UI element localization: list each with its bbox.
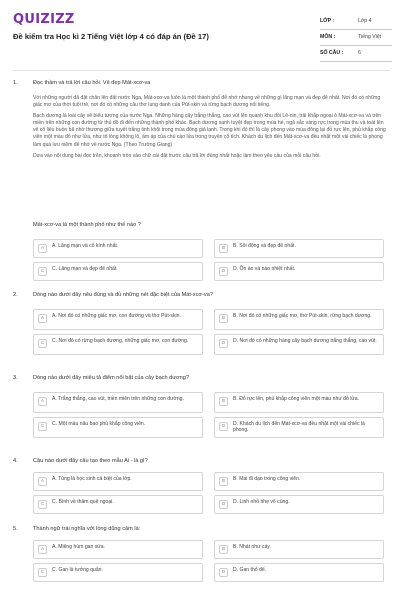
- meta-value: Lớp 4: [358, 18, 372, 24]
- answer-option-d[interactable]: [214, 563, 384, 582]
- option-letter: C: [38, 422, 47, 431]
- option-text: B. Đỏ rực lên, phủ khắp công viên một màu như đỏ lửa.: [233, 396, 360, 402]
- meta-value: Tiếng Việt: [358, 34, 382, 40]
- meta-row-grade: [320, 14, 392, 30]
- option-letter: A: [38, 545, 47, 554]
- passage-paragraph: Bạch dương là loài cây vẽ biểu tượng của nước Nga. Những hàng cây trắng thẳng, cao vút lên quanh khu đồi Lê-nin, trải khắp ngoại ô Mát-xcơ-va và trên miền trên những con đường từ thủ đô đi đến những thành phố khác. Bạch dương xanh tuyệt đẹp trong mùa hè, ngả sắc vàng rực trong mùa thu và toát lên vẻ cô liêu buồn bã nhờ thương giữa tuyết trắng tinh khôi trong mùa đông giá lạnh. Trong khi đó thì là cây phong vào mùa đông lại đỏ rực lên, phủ khắp công viên một màu đỏ như lửa, như tô lòng không lô, ấm áp của chú cào lửa trong truyện cổ tích. Khách du lịch đến Mát-xcơ-va đều nhật một vài chiếc lá phong làm quà lưu niệm để nhớ về nước Nga. (Theo Trường Giang): [33, 113, 386, 148]
- answer-option-c[interactable]: [33, 334, 203, 355]
- meta-key: MÔN :: [320, 34, 336, 40]
- answer-option-b[interactable]: [214, 309, 384, 330]
- option-letter: D: [219, 568, 228, 577]
- option-letter: A: [38, 397, 47, 406]
- option-text: D. Nơi đó có những hàng cây bạch dương trắng thẳng, cao vút.: [233, 338, 377, 344]
- passage-paragraph: Với những người đã đặt chân lên đất nước Nga, Mát-xcơ-va luôn là một thành phố để nhớ nhung về những gì lãng mạn và đẹp đẽ nhất. Nơi đó có những giấc mơ của thời tuổi trẻ, nơi đó có những câu thơ lung danh của Pút-skin và rừng bạch dương nổi tiếng.: [33, 95, 381, 109]
- answer-option-d[interactable]: [214, 417, 384, 438]
- answer-option-d[interactable]: [214, 262, 384, 281]
- option-text: C. Lãng mạn và đẹp đẽ nhất.: [52, 266, 118, 272]
- answer-option-a[interactable]: [33, 239, 203, 258]
- option-text: D. Khách du lịch đến Mát-xcơ-va đều nhặt một vài chiếc lá phong.: [233, 421, 365, 434]
- option-text: B. Mai đi dạo trong công viên.: [233, 476, 301, 482]
- question-prompt: Thành ngữ trái nghĩa với lòng dũng cảm là:: [33, 526, 141, 532]
- meta-row-count: [320, 46, 392, 62]
- option-text: A. Nơi đó có những giấc mơ, con đường và thơ Pút-skin.: [52, 313, 181, 319]
- option-letter: B: [219, 314, 228, 323]
- option-letter: D: [219, 422, 228, 431]
- answer-option-c[interactable]: [33, 495, 203, 514]
- header-divider: [13, 70, 390, 71]
- question-number: 2.: [13, 292, 18, 298]
- option-text: A. Tùng là học sinh cá biệt của lớp.: [52, 476, 132, 482]
- answer-option-a[interactable]: [33, 309, 203, 330]
- page-header: [0, 0, 400, 66]
- answer-option-b[interactable]: [214, 392, 384, 413]
- answer-option-b[interactable]: [214, 239, 384, 258]
- answer-option-a[interactable]: [33, 540, 203, 559]
- answer-option-c[interactable]: [33, 262, 203, 281]
- option-letter: A: [38, 314, 47, 323]
- quizizz-logo: QUIZIZZ: [13, 12, 75, 27]
- question-intro: Đọc thầm và trả lời câu hỏi. Vẻ đẹp Mát-xcơ-va: [33, 80, 151, 86]
- option-letter: D: [219, 267, 228, 276]
- option-letter: B: [219, 477, 228, 486]
- passage-paragraph: Dựa vào nội dung bài đọc trên, khoanh tròn vào chữ cái đặt trước câu trả lời đúng nhất hoặc làm theo yêu cầu của mỗi câu hỏi.: [33, 152, 321, 159]
- option-letter: B: [219, 397, 228, 406]
- option-text: A. Trắng thẳng, cao vút, triền miên trên những con đường.: [52, 396, 184, 402]
- answer-option-b[interactable]: [214, 472, 384, 491]
- option-letter: A: [38, 244, 47, 253]
- question-number: 4.: [13, 458, 18, 464]
- option-letter: B: [219, 244, 228, 253]
- answer-option-b[interactable]: [214, 540, 384, 559]
- option-letter: A: [38, 477, 47, 486]
- option-text: D. Gan thỏ đế.: [233, 567, 267, 573]
- answer-option-a[interactable]: [33, 392, 203, 413]
- meta-table: [320, 14, 392, 62]
- question-prompt: Câu nào dưới đây câu tạo theo mẫu Ai - là gì?: [33, 458, 148, 464]
- option-letter: D: [219, 339, 228, 348]
- question-prompt: Mát-xcơ-va là một thành phố như thế nào ?: [33, 222, 141, 228]
- option-letter: C: [38, 568, 47, 577]
- option-text: B. Nơi đó có những giấc mơ, thơ Pút-skin, rừng bạch dương.: [233, 313, 372, 319]
- meta-key: SỐ CÂU :: [320, 50, 344, 56]
- option-text: B. Nhát như cáy.: [233, 544, 271, 550]
- meta-row-subject: [320, 30, 392, 46]
- question-number: 3.: [13, 375, 18, 381]
- answer-option-c[interactable]: [33, 563, 203, 582]
- meta-value: 6: [358, 50, 361, 56]
- reading-passage: [33, 95, 388, 164]
- option-letter: D: [219, 500, 228, 509]
- option-letter: C: [38, 500, 47, 509]
- question-prompt: Dòng nào dưới đây miêu tả điểm nổi bật của cây bạch dương?: [33, 375, 190, 381]
- option-text: C. Bính về thăm quê ngoại.: [52, 499, 114, 505]
- option-text: A. Miệng hùm gan sứa.: [52, 544, 105, 550]
- option-text: C. Gan là tướng quân.: [52, 567, 103, 573]
- question-prompt: Dòng nào dưới đây nêu đúng và đủ những nét đặc biệt của Mát-xcơ-va?: [33, 292, 213, 298]
- option-letter: B: [219, 545, 228, 554]
- option-letter: C: [38, 339, 47, 348]
- meta-key: LỚP :: [320, 18, 335, 24]
- option-text: D. Linh nhỏ nhẹ vô cùng.: [233, 499, 290, 505]
- option-text: C. Một màu nâu bao phủ khắp công viên.: [52, 421, 146, 427]
- question-number: 1.: [13, 80, 18, 86]
- option-text: A. Lãng mạn và cổ kính nhất.: [52, 243, 119, 249]
- document-title: Đề kiểm tra Học kì 2 Tiếng Việt lớp 4 có đáp án (Đề 17): [13, 32, 209, 41]
- answer-option-a[interactable]: [33, 472, 203, 491]
- option-text: B. Sôi động và đẹp đẽ nhất.: [233, 243, 296, 249]
- answer-option-c[interactable]: [33, 417, 203, 438]
- answer-option-d[interactable]: [214, 495, 384, 514]
- option-text: D. Ồn ào và náo nhiệt nhất.: [233, 266, 296, 272]
- answer-option-d[interactable]: [214, 334, 384, 355]
- option-text: C. Nơi đó có rừng bạch dương, những giấc mơ, con đường.: [52, 338, 189, 344]
- option-letter: C: [38, 267, 47, 276]
- question-number: 5.: [13, 526, 18, 532]
